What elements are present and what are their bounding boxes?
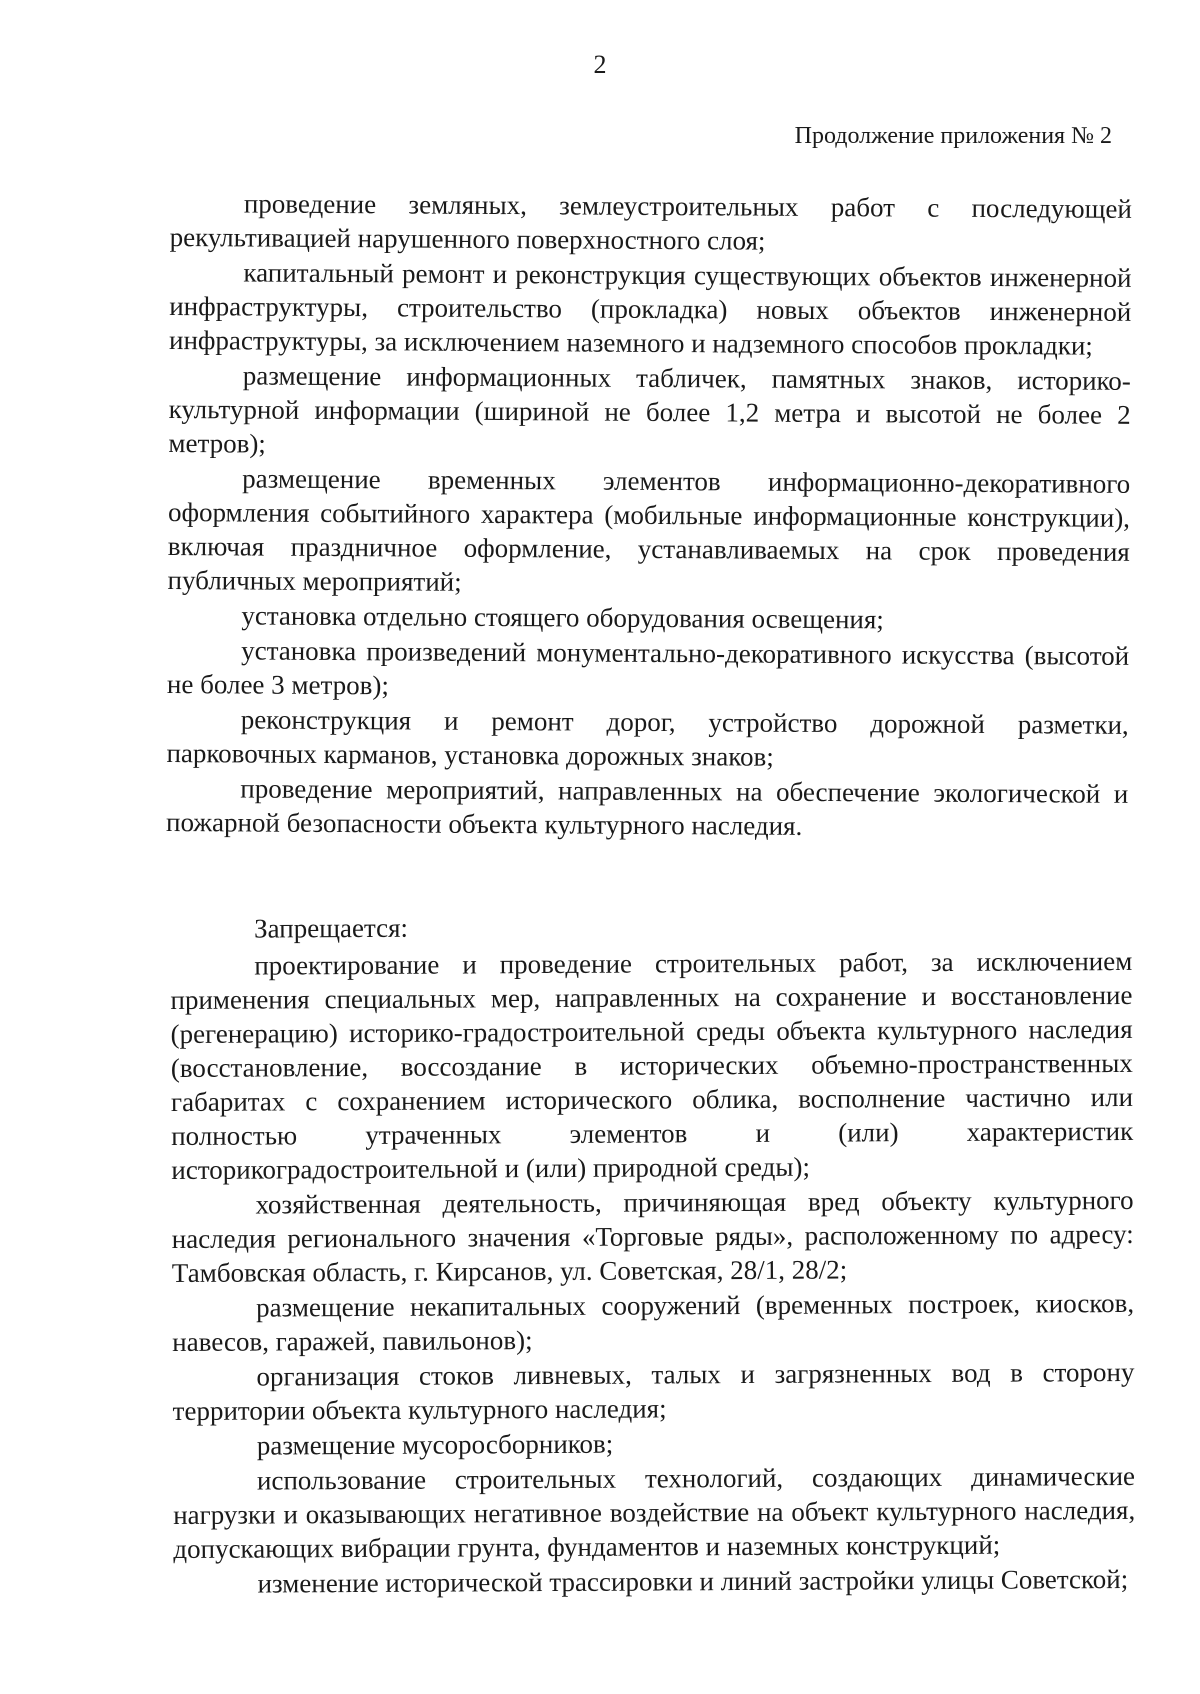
allowed-item: размещение информационных табличек, памятных знаков, историко-культурной информации (шириной не более 1,2 метра и высотой не более 2 метров);: [168, 360, 1131, 459]
allowed-item: установка произведений монументально-декоративного искусства (высотой не более 3 метров);: [166, 635, 1130, 701]
allowed-item: установка отдельно стоящего оборудования освещения;: [241, 600, 884, 635]
forbidden-item: проектирование и проведение строительных работ, за исключением применения специальных мер, направленных на сохранение и восстановление (регенерацию) историко-градостроительной среды объекта культурного наследия (восстановление, воссоздание в исторических объемно-пространственных габаритах с сохранением исторического облика, восполнение частично или полностью утраченных элементов и (или) характеристик историкоградостроительной и (или) природной среды);: [170, 945, 1134, 1185]
allowed-item: реконструкция и ремонт дорог, устройство дорожной разметки, парковочных карманов, установка дорожных знаков;: [166, 704, 1129, 772]
forbidden-item: размещение некапитальных сооружений (временных построек, киосков, навесов, гаражей, павильонов);: [172, 1287, 1135, 1357]
allowed-item: проведение мероприятий, направленных на обеспечение экологической и пожарной безопасности объекта культурного наследия.: [166, 773, 1129, 841]
appendix-label: Продолжение приложения № 2: [794, 123, 1112, 149]
forbidden-item: изменение исторической трассировки и линий застройки улицы Советской;: [257, 1563, 1129, 1599]
forbidden-item: использование строительных технологий, создающих динамические нагрузки и оказывающих негативное воздействие на объект культурного наследия, допускающих вибрации грунта, фундаментов и наземных конструкций;: [173, 1460, 1136, 1564]
forbidden-heading: Запрещается:: [254, 912, 409, 944]
forbidden-activities-section: [170, 907, 1136, 1602]
forbidden-item: размещение мусоросборников;: [256, 1428, 614, 1461]
allowed-item: капитальный ремонт и реконструкция существующих объектов инженерной инфраструктуры, строительство (прокладка) новых объектов инженерной инфраструктуры, за исключением наземного и надземного способов прокладки;: [168, 257, 1132, 361]
forbidden-item: хозяйственная деятельность, причиняющая вред объекту культурного наследия регионального значения «Торговые ряды», расположенному по адресу: Тамбовская область, г. Кирсанов, ул. Советская, 28/1, 28/2;: [171, 1184, 1134, 1288]
allowed-item: размещение временных элементов информационно-декоративного оформления событийного характера (мобильные информационные конструкции), включая праздничное оформление, устанавливаемых на срок проведения публичных мероприятий;: [167, 463, 1131, 597]
forbidden-item: организация стоков ливневых, талых и загрязненных вод в сторону территории объекта культурного наследия;: [172, 1356, 1135, 1426]
allowed-item: проведение земляных, землеустроительных работ с последующей рекультивацией нарушенного поверхностного слоя;: [169, 188, 1132, 256]
page-number: 2: [593, 50, 607, 79]
allowed-activities-section: [166, 186, 1132, 846]
